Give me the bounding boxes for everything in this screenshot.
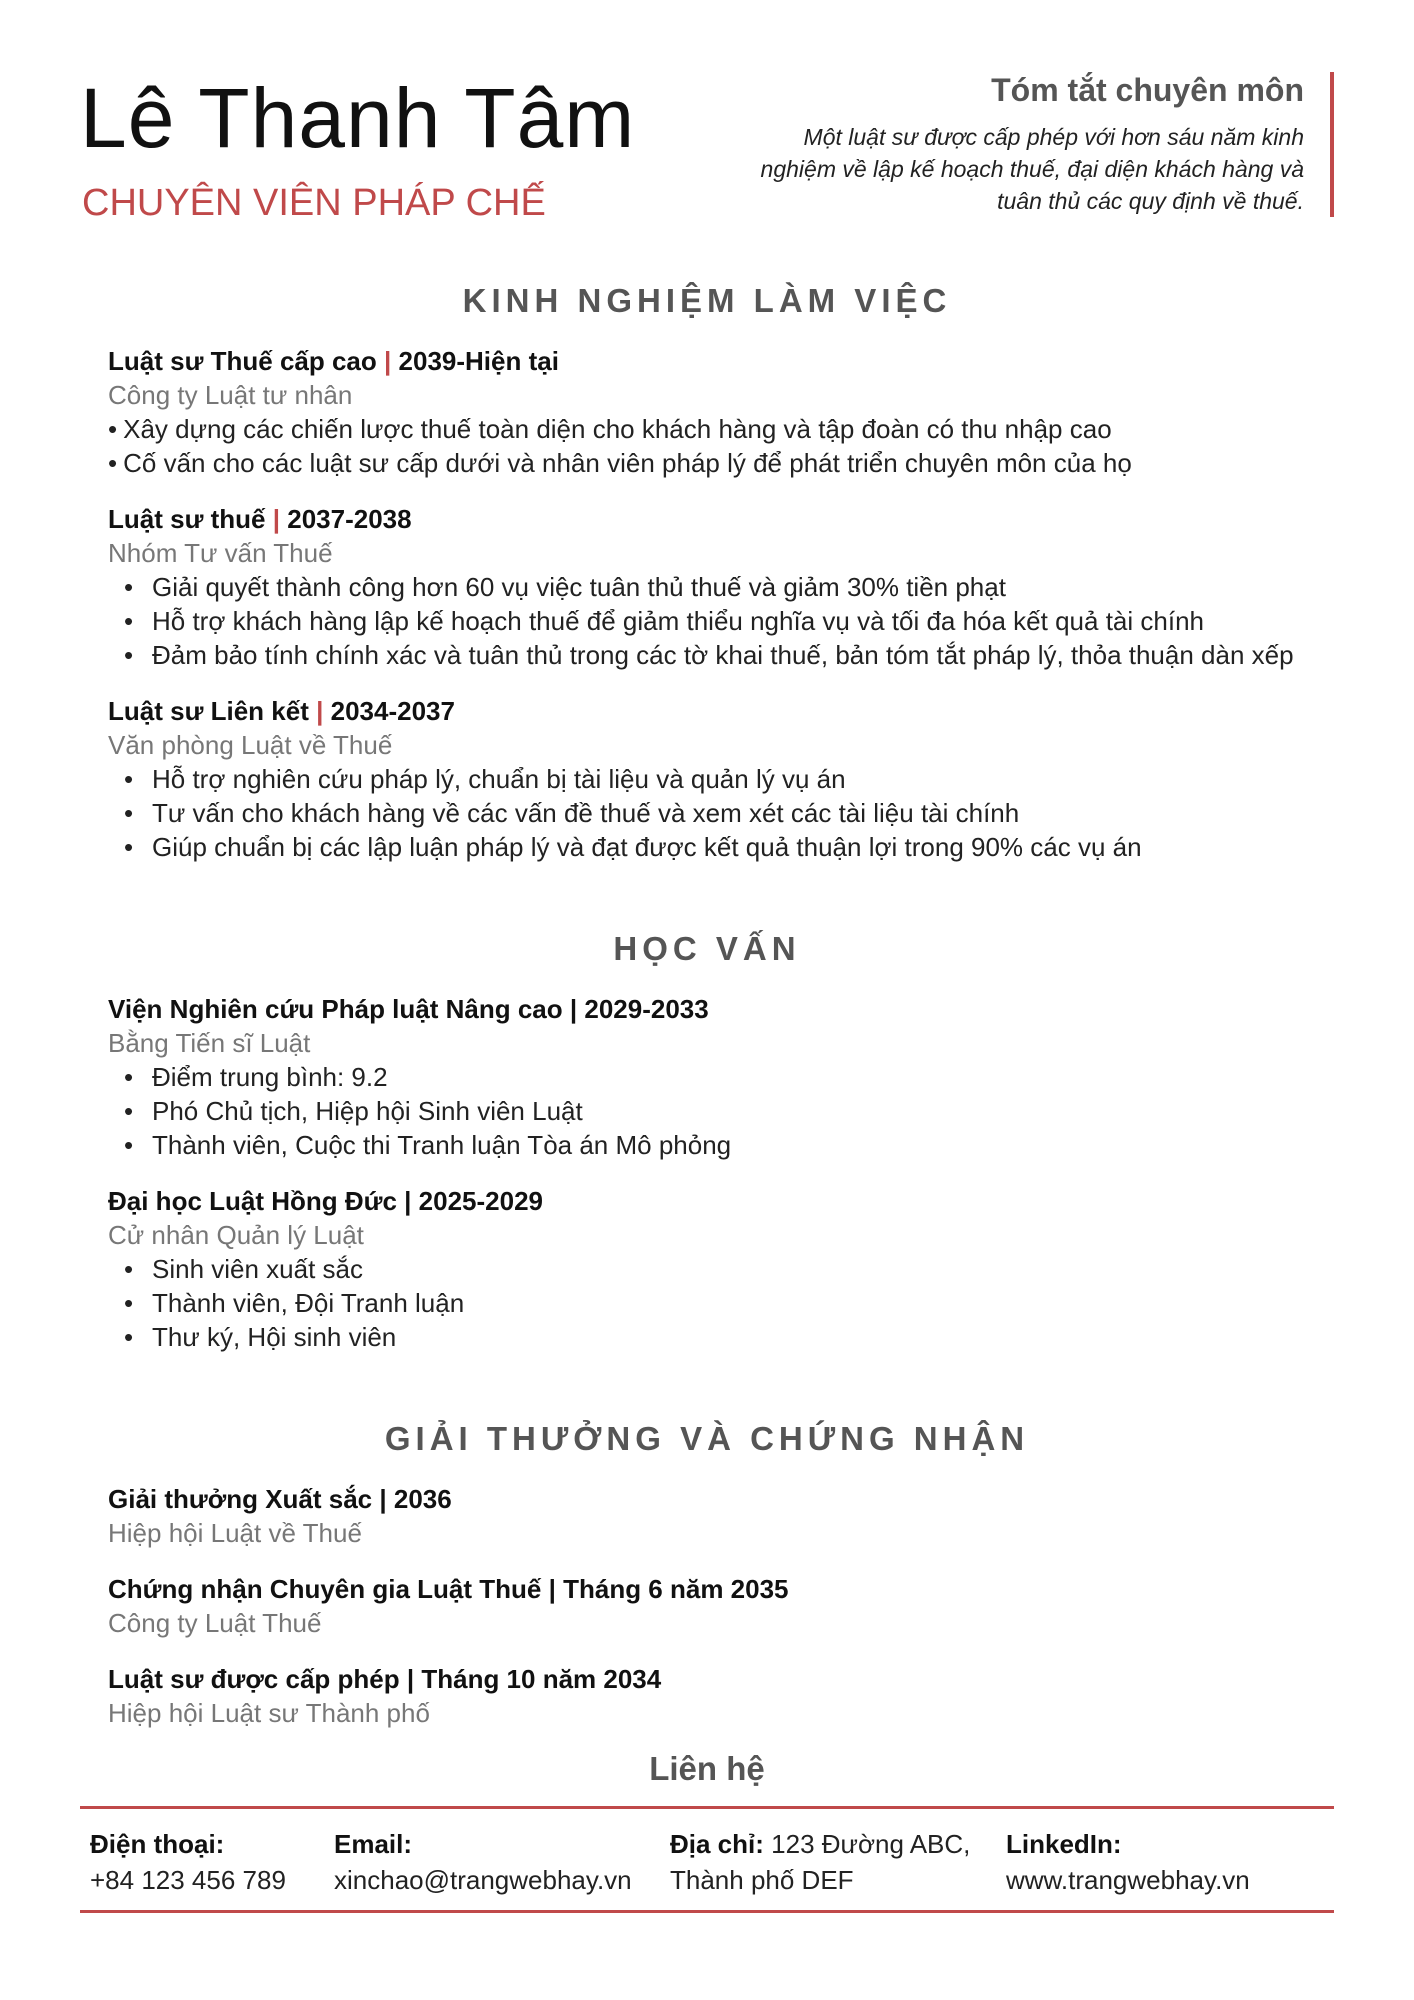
person-name: Lê Thanh Tâm [80,71,636,165]
school-heading: Đại học Luật Hồng Đức | 2025-2029 [108,1186,544,1216]
job-heading [108,694,1348,728]
job-period: 2037-2038 [287,504,412,534]
list-item: • Đảm bảo tính chính xác và tuân thủ trong các tờ khai thuế, bản tóm tắt pháp lý, thỏa thuận dàn xếp [108,638,1348,672]
list-item: • Điểm trung bình: 9.2 [108,1060,1348,1094]
award-heading: Chứng nhận Chuyên gia Luật Thuế | Tháng 6 năm 2035 [108,1574,789,1604]
separator: | [272,504,281,534]
education-entry [108,1184,1348,1354]
separator: | [384,346,392,376]
award-entry [108,1482,1348,1550]
job-role: CHUYÊN VIÊN PHÁP CHẾ [82,182,546,224]
job-position: Luật sư Thuế cấp cao [108,346,377,376]
award-entry [108,1572,1348,1640]
award-issuer: Công ty Luật Thuế [108,1608,322,1638]
list-item: • Sinh viên xuất sắc [108,1252,1348,1286]
job-position: Luật sư thuế [108,504,266,534]
contact-address [670,1826,970,1898]
award-issuer: Hiệp hội Luật về Thuế [108,1518,362,1548]
contact-top-divider [80,1806,1334,1809]
job-company: Văn phòng Luật về Thuế [108,730,393,760]
job-bullets [108,762,1348,864]
school-degree: Bằng Tiến sĩ Luật [108,1028,311,1058]
award-heading: Giải thưởng Xuất sắc | 2036 [108,1484,452,1514]
school-bullets [108,1252,1348,1354]
linkedin-label: LinkedIn: [1006,1829,1122,1859]
list-item: • Thành viên, Đội Tranh luận [108,1286,1348,1320]
list-item: • Cố vấn cho các luật sư cấp dưới và nhân viên pháp lý để phát triển chuyên môn của họ [108,446,1348,480]
summary-text: Một luật sư được cấp phép với hơn sáu năm kinh nghiệm về lập kế hoạch thuế, đại diện khách hàng và tuân thủ các quy định về thuế. [760,124,1304,214]
email-label: Email: [334,1829,413,1859]
address-line-1 [670,1826,970,1862]
linkedin-value[interactable]: www.trangwebhay.vn [1006,1865,1250,1895]
job-period: 2039-Hiện tại [398,346,559,376]
contact-linkedin [1006,1826,1250,1898]
school-degree: Cử nhân Quản lý Luật [108,1220,364,1250]
job-bullets [108,570,1348,672]
list-item: • Giải quyết thành công hơn 60 vụ việc tuân thủ thuế và giảm 30% tiền phạt [108,570,1348,604]
list-item: • Hỗ trợ nghiên cứu pháp lý, chuẩn bị tài liệu và quản lý vụ án [108,762,1348,796]
professional-summary [744,72,1334,217]
contact-phone [90,1826,286,1898]
contact-email [334,1826,632,1898]
job-period: 2034-2037 [330,696,455,726]
job-company: Công ty Luật tư nhân [108,380,353,410]
job-entry [108,344,1348,480]
list-item: • Xây dựng các chiến lược thuế toàn diện cho khách hàng và tập đoàn có thu nhập cao [108,412,1348,446]
job-heading [108,502,1348,536]
phone-label: Điện thoại: [90,1829,225,1859]
summary-title: Tóm tắt chuyên môn [991,72,1304,108]
awards-section-title: GIẢI THƯỞNG VÀ CHỨNG NHẬN [384,1420,1030,1457]
job-bullets [108,412,1348,480]
award-entry [108,1662,1348,1730]
job-entry [108,502,1348,672]
education-section-title: HỌC VẤN [613,930,801,967]
contact-bottom-divider [80,1910,1334,1913]
experience-section-title: KINH NGHIỆM LÀM VIỆC [462,282,952,319]
email-value[interactable]: xinchao@trangwebhay.vn [334,1865,632,1895]
list-item: • Tư vấn cho khách hàng về các vấn đề thuế và xem xét các tài liệu tài chính [108,796,1348,830]
address-line-2: Thành phố DEF [670,1865,854,1895]
address-value: 123 Đường ABC, [771,1829,971,1859]
list-item: • Giúp chuẩn bị các lập luận pháp lý và đạt được kết quả thuận lợi trong 90% các vụ án [108,830,1348,864]
list-item: • Phó Chủ tịch, Hiệp hội Sinh viên Luật [108,1094,1348,1128]
school-bullets [108,1060,1348,1162]
job-company: Nhóm Tư vấn Thuế [108,538,333,568]
contact-section-title: Liên hệ [649,1750,765,1787]
separator: | [316,696,324,726]
school-heading: Viện Nghiên cứu Pháp luật Nâng cao | 2029-2033 [108,994,709,1024]
job-heading [108,344,1348,378]
award-heading: Luật sư được cấp phép | Tháng 10 năm 2034 [108,1664,662,1694]
award-issuer: Hiệp hội Luật sư Thành phố [108,1698,430,1728]
phone-value: +84 123 456 789 [90,1865,286,1895]
list-item: • Thư ký, Hội sinh viên [108,1320,1348,1354]
list-item: • Hỗ trợ khách hàng lập kế hoạch thuế để giảm thiểu nghĩa vụ và tối đa hóa kết quả tài chính [108,604,1348,638]
job-entry [108,694,1348,864]
education-entry [108,992,1348,1162]
job-position: Luật sư Liên kết [108,696,309,726]
address-label: Địa chỉ: [670,1829,764,1859]
list-item: • Thành viên, Cuộc thi Tranh luận Tòa án Mô phỏng [108,1128,1348,1162]
